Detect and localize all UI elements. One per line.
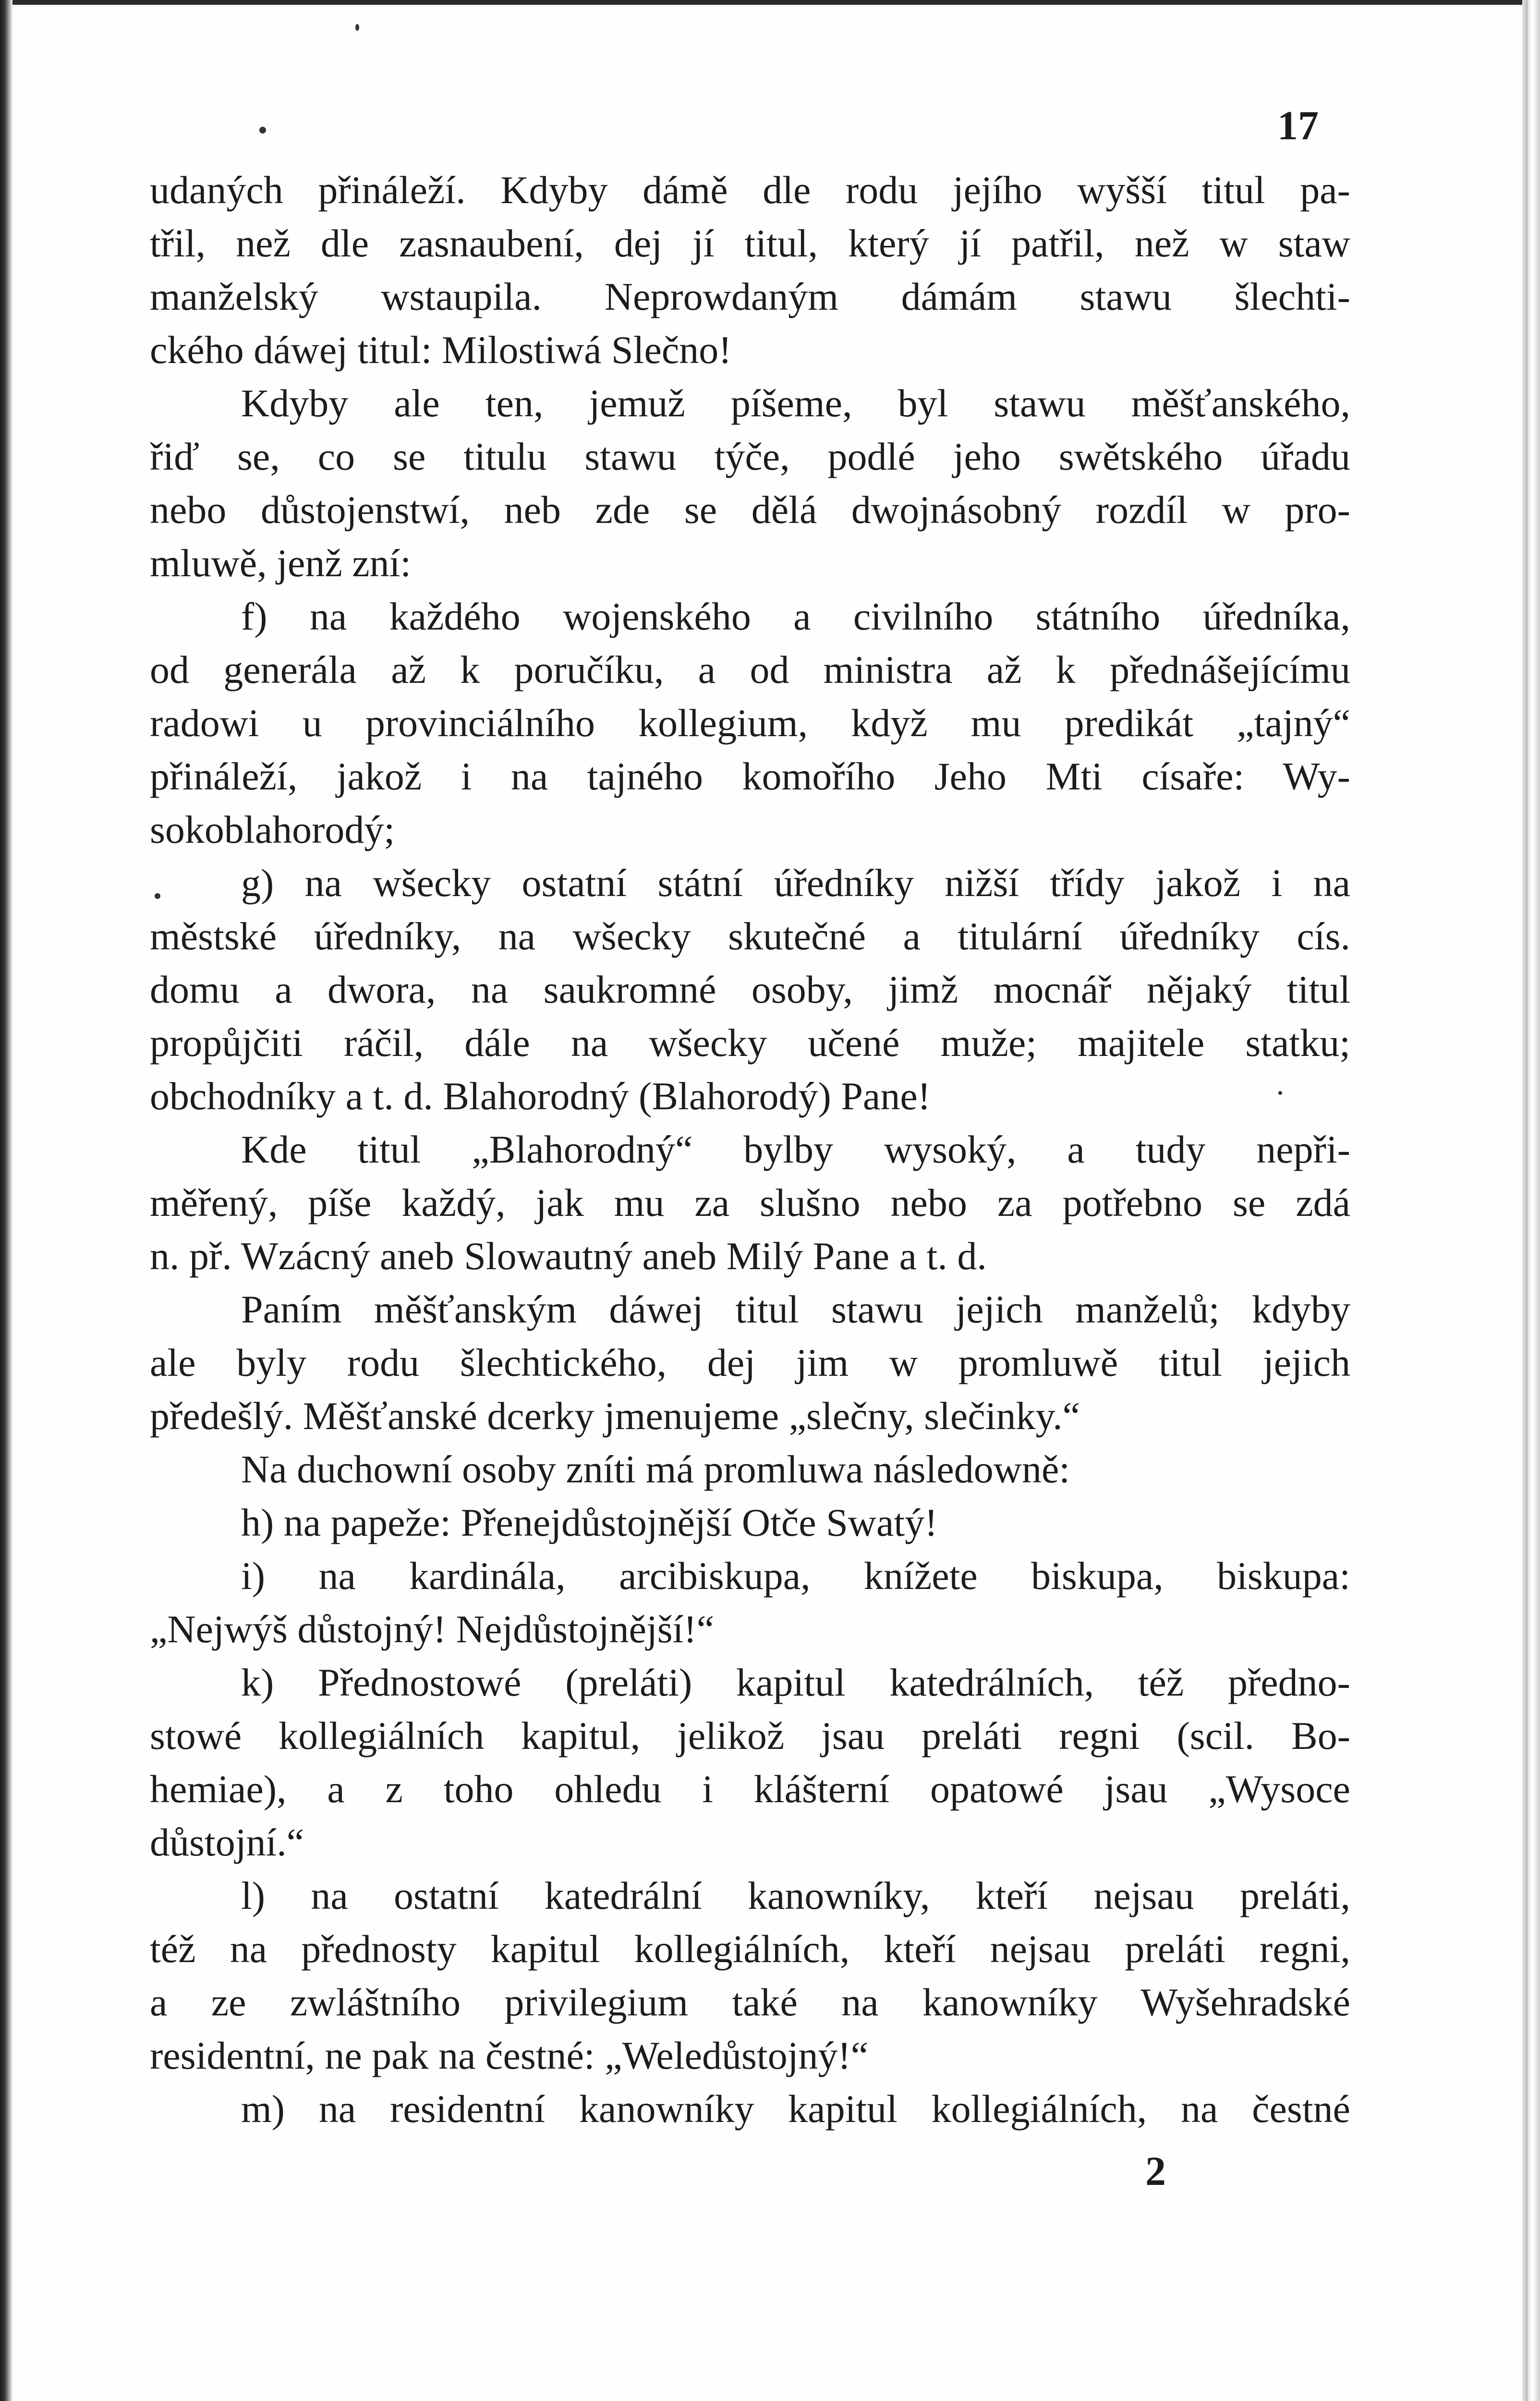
text-line: propůjčiti ráčil, dále na wšecky učené muže; majitele statku; — [150, 1021, 1350, 1065]
text-line: domu a dwora, na saukromné osoby, jimž mocnář nějaký titul — [150, 968, 1350, 1011]
text-line: ale byly rodu šlechtického, dej jim w promluwě titul jejich — [150, 1341, 1350, 1384]
text-line: h) na papeže: Přenejdůstojnější Otče Swatý! — [241, 1501, 938, 1544]
text-line: obchodníky a t. d. Blahorodný (Blahorodý) Pane! — [150, 1074, 931, 1118]
scan-left-edge — [0, 0, 12, 2401]
text-line: radowi u provinciálního kollegium, když mu predikát „tajný“ — [150, 701, 1350, 745]
text-line: ckého dáwej titul: Milostiwá Slečno! — [150, 328, 732, 372]
text-line: m) na residentní kanowníky kapitul kollegiálních, na čestné — [241, 2087, 1350, 2131]
text-line: třil, než dle zasnaubení, dej jí titul, který jí patřil, než w staw — [150, 221, 1350, 265]
text-line: hemiae), a z toho ohledu i klášterní opatowé jsau „Wysoce — [150, 1767, 1350, 1811]
text-line: udaných přináleží. Kdyby dámě dle rodu jejího wyšší titul pa- — [150, 168, 1350, 212]
text-line: též na přednosty kapitul kollegiálních, kteří nejsau preláti regni, — [150, 1927, 1350, 1971]
scan-speck — [259, 127, 266, 133]
text-line: f) na každého wojenského a civilního státního úředníka, — [241, 594, 1350, 638]
scan-top-edge — [0, 0, 1540, 5]
scan-right-edge — [1522, 0, 1540, 2401]
text-line: „Nejwýš důstojný! Nejdůstojnější!“ — [150, 1607, 715, 1651]
text-line: i) na kardinála, arcibiskupa, knížete biskupa, biskupa: — [241, 1554, 1350, 1598]
signature-mark: 2 — [1145, 2148, 1166, 2194]
text-line: sokoblahorodý; — [150, 808, 395, 851]
text-line: k) Přednostowé (preláti) kapitul katedrálních, též předno- — [241, 1661, 1350, 1704]
text-line: n. př. Wzácný aneb Slowautný aneb Milý Pane a t. d. — [150, 1234, 987, 1278]
text-line: měřený, píše každý, jak mu za slušno nebo za potřebno se zdá — [150, 1181, 1350, 1225]
text-line: od generála až k poručíku, a od ministra až k přednášejícímu — [150, 648, 1350, 691]
text-line: nebo důstojenstwí, neb zde se dělá dwojnásobný rozdíl w pro- — [150, 488, 1350, 532]
text-line: residentní, ne pak na čestné: „Weledůstojný!“ — [150, 2034, 869, 2077]
text-line: Paním měšťanským dáwej titul stawu jejich manželů; kdyby — [241, 1287, 1350, 1331]
text-line: g) na wšecky ostatní státní úředníky nižší třídy jakož i na — [241, 861, 1350, 905]
text-line: a ze zwláštního privilegium také na kanowníky Wyšehradské — [150, 1980, 1350, 2024]
body-text — [150, 163, 1350, 2135]
text-line: předešlý. Měšťanské dcerky jmenujeme „slečny, slečinky.“ — [150, 1394, 1080, 1438]
text-line: důstojní.“ — [150, 1820, 304, 1864]
text-line: Kde titul „Blahorodný“ bylby wysoký, a tudy nepři- — [241, 1128, 1350, 1171]
scan-speck — [355, 24, 359, 31]
text-line: Kdyby ale ten, jemuž píšeme, byl stawu měšťanského, — [241, 381, 1350, 425]
text-line: manželský wstaupila. Neprowdaným dámám stawu šlechti- — [150, 275, 1350, 318]
text-line: Na duchowní osoby zníti má promluwa následowně: — [241, 1447, 1070, 1491]
text-line: stowé kollegiálních kapitul, jelikož jsau preláti regni (scil. Bo- — [150, 1714, 1350, 1758]
text-line: l) na ostatní katedrální kanowníky, kteří nejsau preláti, — [241, 1874, 1350, 1917]
text-line: mluwě, jenž zní: — [150, 541, 412, 585]
text-line: řiď se, co se titulu stawu týče, podlé jeho swětského úřadu — [150, 435, 1350, 478]
text-line: městské úředníky, na wšecky skutečné a titulární úředníky cís. — [150, 914, 1350, 958]
text-line: přináleží, jakož i na tajného komořího Jeho Mti císaře: Wy- — [150, 754, 1350, 798]
page-number: 17 — [1277, 102, 1319, 148]
